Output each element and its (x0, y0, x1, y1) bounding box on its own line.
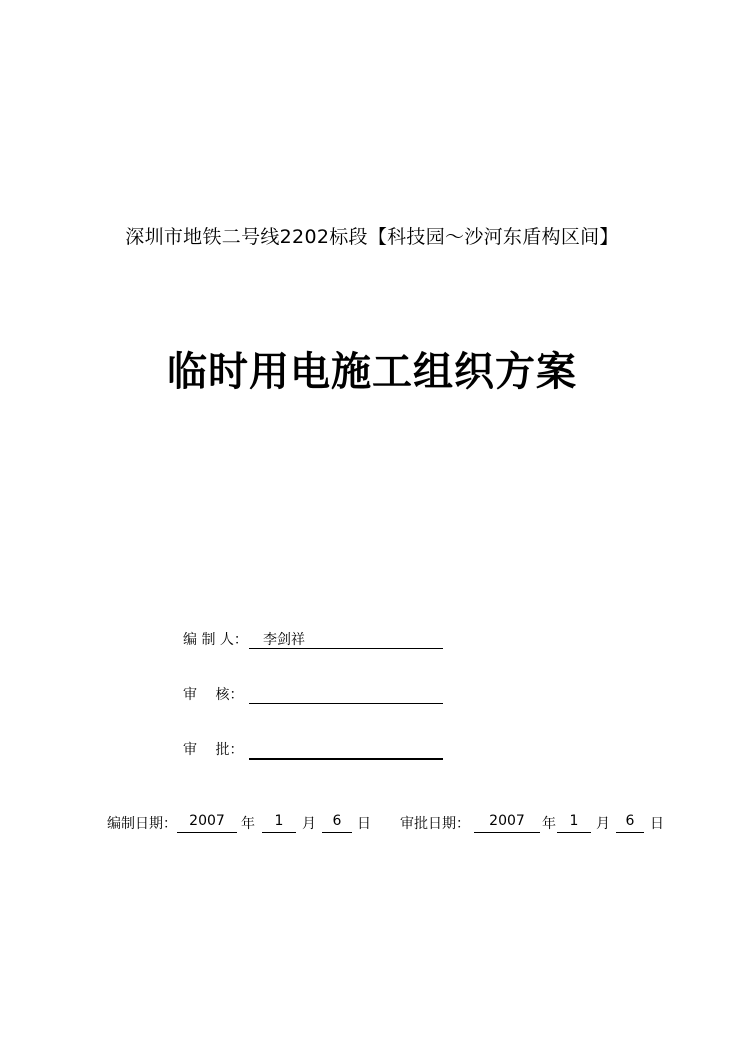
compile-date-label: 编制日期： (107, 816, 177, 832)
compile-day-char: 日 (357, 816, 371, 832)
project-subtitle: 深圳市地铁二号线2202标段【科技园～沙河东盾构区间】 (125, 226, 619, 248)
reviewer-label: 审 核： (183, 687, 244, 703)
compiler-field (249, 629, 443, 649)
approve-day-char: 日 (650, 816, 664, 832)
approve-date-label: 审批日期： (400, 816, 470, 832)
approve-month-char: 月 (596, 816, 610, 832)
approve-day: 6 (616, 813, 644, 833)
compile-day: 6 (322, 813, 352, 833)
compile-year: 2007 (177, 813, 237, 833)
date-row (0, 813, 744, 835)
approve-year: 2007 (474, 813, 540, 833)
approver-label: 审 批： (183, 742, 244, 758)
compile-year-char: 年 (241, 816, 255, 832)
document-title: 临时用电施工组织方案 (167, 349, 577, 395)
approver-field (249, 739, 443, 760)
compiler-label: 编 制 人： (183, 632, 248, 648)
compile-month: 1 (262, 813, 296, 833)
compiler-name: 李剑祥 (263, 632, 305, 648)
approve-month: 1 (557, 813, 591, 833)
compile-month-char: 月 (302, 816, 316, 832)
reviewer-field (249, 684, 443, 704)
approve-year-char: 年 (542, 816, 556, 832)
